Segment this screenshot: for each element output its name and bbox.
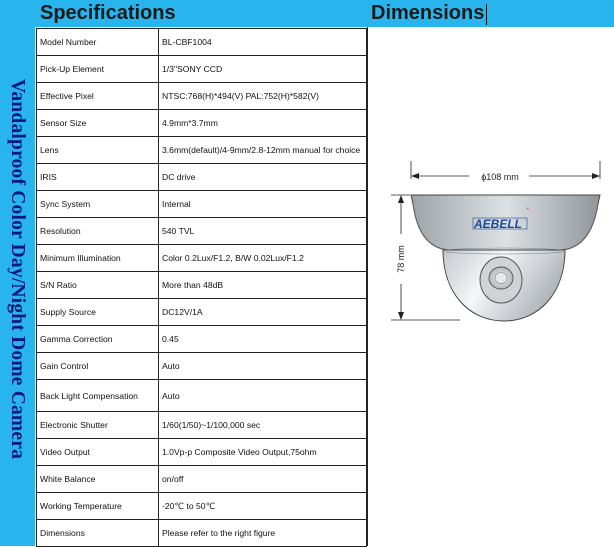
spec-label: Working Temperature bbox=[37, 493, 159, 520]
spec-label: Effective Pixel bbox=[37, 83, 159, 110]
spec-row bbox=[37, 137, 367, 164]
dimensions-heading: Dimensions bbox=[371, 2, 485, 24]
spec-row bbox=[37, 520, 367, 547]
spec-row bbox=[37, 493, 367, 520]
height-label: 78 mm bbox=[396, 245, 406, 273]
arrow-down-icon bbox=[398, 312, 404, 320]
spec-value: DC12V/1A bbox=[159, 299, 367, 326]
spec-value: 1/3"SONY CCD bbox=[159, 56, 367, 83]
spec-value: 1.0Vp-p Composite Video Output,75ohm bbox=[159, 439, 367, 466]
width-label: ϕ108 mm bbox=[481, 172, 519, 182]
spec-label: Gain Control bbox=[37, 353, 159, 380]
spec-row bbox=[37, 245, 367, 272]
svg-text:AEBELL: AEBELL bbox=[474, 217, 522, 231]
spec-value: Please refer to the right figure bbox=[159, 520, 367, 547]
spec-label: Sensor Size bbox=[37, 110, 159, 137]
spec-label: White Balance bbox=[37, 466, 159, 493]
spec-row bbox=[37, 191, 367, 218]
spec-label: Resolution bbox=[37, 218, 159, 245]
specifications-heading: Specifications bbox=[40, 2, 176, 24]
arrow-right-icon bbox=[592, 173, 600, 179]
spec-value: NTSC:768(H)*494(V) PAL:752(H)*582(V) bbox=[159, 83, 367, 110]
spec-value: 540 TVL bbox=[159, 218, 367, 245]
spec-row bbox=[37, 439, 367, 466]
spec-value: -20℃ to 50℃ bbox=[159, 493, 367, 520]
spec-row bbox=[37, 466, 367, 493]
spec-row bbox=[37, 353, 367, 380]
spec-label: Supply Source bbox=[37, 299, 159, 326]
table-divider bbox=[367, 27, 368, 546]
brand-trademark-mark: • bbox=[527, 206, 529, 212]
spec-value: Internal bbox=[159, 191, 367, 218]
specifications-table bbox=[36, 28, 367, 547]
spec-row bbox=[37, 29, 367, 56]
spec-row bbox=[37, 110, 367, 137]
spec-value: 3.6mm(default)/4-9mm/2.8-12mm manual for choice bbox=[159, 137, 367, 164]
lens-core bbox=[495, 273, 507, 284]
spec-label: Sync System bbox=[37, 191, 159, 218]
spec-value: BL-CBF1004 bbox=[159, 29, 367, 56]
arrow-up-icon bbox=[398, 195, 404, 203]
spec-label: Gamma Correction bbox=[37, 326, 159, 353]
spec-value: Auto bbox=[159, 353, 367, 380]
spec-value: DC drive bbox=[159, 164, 367, 191]
spec-row bbox=[37, 164, 367, 191]
spec-value: on/off bbox=[159, 466, 367, 493]
spec-value: Auto bbox=[159, 380, 367, 412]
spec-label: Pick-Up Element bbox=[37, 56, 159, 83]
spec-value: Color 0.2Lux/F1.2, B/W 0.02Lux/F1.2 bbox=[159, 245, 367, 272]
spec-label: Dimensions bbox=[37, 520, 159, 547]
spec-row bbox=[37, 380, 367, 412]
spec-row bbox=[37, 299, 367, 326]
spec-row bbox=[37, 412, 367, 439]
spec-label: Lens bbox=[37, 137, 159, 164]
text-cursor bbox=[486, 4, 487, 25]
spec-row bbox=[37, 218, 367, 245]
spec-row bbox=[37, 83, 367, 110]
spec-label: Minimum Illumination bbox=[37, 245, 159, 272]
brand-logo bbox=[473, 217, 527, 231]
spec-label: S/N Ratio bbox=[37, 272, 159, 299]
spec-row bbox=[37, 56, 367, 83]
spec-value: 0.45 bbox=[159, 326, 367, 353]
spec-value: 4.9mm*3.7mm bbox=[159, 110, 367, 137]
spec-label: Back Light Compensation bbox=[37, 380, 159, 412]
spec-label: Video Output bbox=[37, 439, 159, 466]
arrow-left-icon bbox=[411, 173, 419, 179]
spec-label: Electronic Shutter bbox=[37, 412, 159, 439]
spec-label: IRIS bbox=[37, 164, 159, 191]
spec-row bbox=[37, 272, 367, 299]
spec-value: More than 48dB bbox=[159, 272, 367, 299]
spec-label: Model Number bbox=[37, 29, 159, 56]
product-title: Vandalproof Color Day/Night Dome Camera bbox=[7, 78, 28, 460]
spec-value: 1/60(1/50)~1/100,000 sec bbox=[159, 412, 367, 439]
spec-row bbox=[37, 326, 367, 353]
dimensions-diagram bbox=[369, 28, 614, 546]
